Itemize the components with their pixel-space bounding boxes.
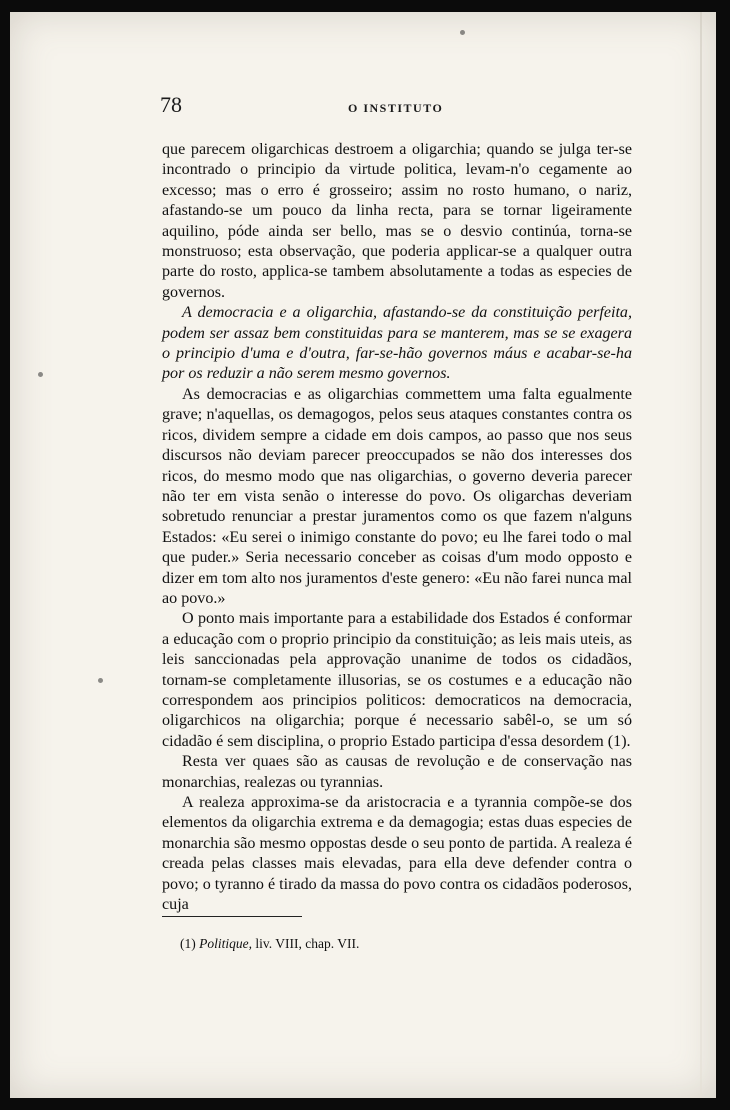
footnote-marker: (1) (180, 936, 196, 951)
page-edge-shadow (700, 12, 702, 1098)
paragraph-royalty: A realeza approxima-se da aristocracia e a tyrannia compõe-se dos elementos da oligarchia extrema e da demagogia; estas duas especies de monarchia são mesmo oppostas desde o seu ponto de partida. A realeza é creada pelas classes mais elevadas, para ella deve defender contra o povo; o tyranno é tirado da massa do povo contra os cidadãos poderosos, cuja (162, 794, 632, 914)
body-text (162, 140, 632, 915)
paragraph-education: O ponto mais importante para a estabilidade dos Estados é conformar a educação com o proprio principio da constituição; as leis mais uteis, as leis sanccionadas pela approvação unanime de todos os cidadãos, tornam-se completamente illusorias, se os costumes e a educação não correspondem aos principios politicos: democraticos na democracia, oligarchicos na oligarchia; porque é necessario sabêl-o, se um só cidadão é sem disciplina, o proprio Estado participa d'essa desordem (1). (162, 610, 632, 750)
footnote-title: Politique, (199, 936, 252, 951)
page-number: 78 (160, 92, 182, 117)
paragraph-italic-maxim: A democracia e a oligarchia, afastando-se da constituição perfeita, podem ser assaz bem constituidas para se manterem, mas se se exagera o principio d'uma e d'outra, far-se-hão governos máus e acabar-se-ha por os reduzir a não serem mesmo governos. (162, 304, 632, 383)
paragraph-continuation: que parecem oligarchicas destroem a oligarchia; quando se julga ter-se incontrado o principio da virtude politica, levam-n'o cegamente ao excesso; mas o erro é grosseiro; assim no rosto humano, o nariz, afastando-se um pouco da linha recta, para se tornar ligeiramente aquilino, póde ainda ser bello, mas se o desvio continúa, torna-se monstruoso; esta observação, que poderia applicar-se a qualquer outra parte do rosto, applica-se tambem absolutamente a todas as especies de governos. (162, 141, 632, 301)
paragraph-causes: Resta ver quaes são as causas de revolução e de conservação nas monarchias, realezas ou tyrannias. (162, 753, 632, 791)
footnote (180, 936, 600, 952)
footnote-rule (162, 916, 302, 917)
running-title: O INSTITUTO (348, 101, 444, 115)
ink-speck (460, 30, 465, 35)
footnote-reference: liv. VIII, chap. VII. (255, 936, 360, 951)
page-header (150, 92, 630, 122)
ink-speck (98, 678, 103, 683)
ink-speck (38, 372, 43, 377)
paragraph-faults: As democracias e as oligarchias commettem uma falta egualmente grave; n'aquellas, os demagogos, pelos seus ataques constantes contra os ricos, dividem sempre a cidade em dois campos, ao passo que nos seus discursos não deviam parecer preoccupados se não dos interesses dos ricos, do mesmo modo que nas oligarchias, o governo deveria parecer não ter em vista senão o interesse do povo. Os oligarchas deveriam sobretudo renunciar a prestar juramentos como os que fazem n'alguns Estados: «Eu serei o inimigo constante do povo; eu lhe farei todo o mal que puder.» Seria necessario conceber as coisas d'um modo opposto e dizer em tom alto nos juramentos d'este genero: «Eu não farei nunca mal ao povo.» (162, 385, 632, 607)
